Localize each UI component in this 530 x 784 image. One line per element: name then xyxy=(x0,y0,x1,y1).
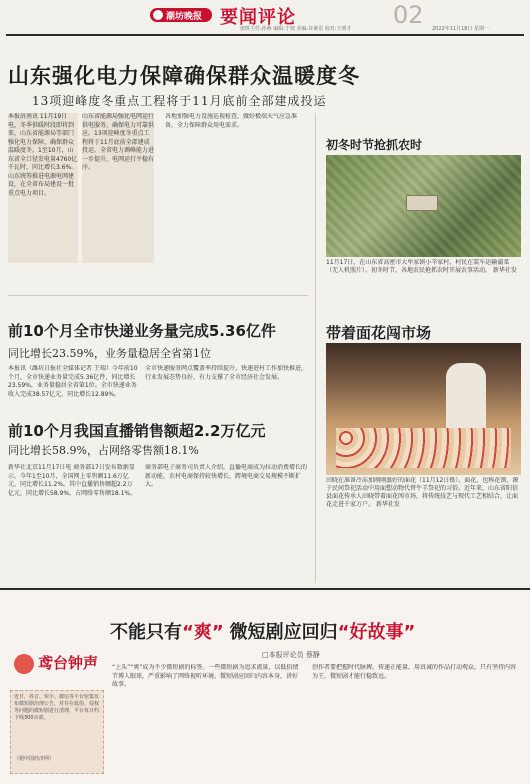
commentary-body-col-1: “上头”“爽”成为不少微短剧的标签。一些微短剧为追求流量，以低俗情节博人眼球，严重影响了网络视听环境。微短剧应回归内容本身，讲好故事。 xyxy=(112,664,299,688)
logo-icon xyxy=(153,10,163,20)
commentary-column-badge xyxy=(14,650,100,680)
commentary-title xyxy=(110,618,415,644)
story-1-col-1: 本报济南讯 11月19日电，冬季供暖时段即将到来，山东省能源局等部门强化电力保障，确保群众温暖度冬。1至10月，山东省全口径发电量4760亿千瓦时，同比增长3.6%。山东统筹推进电源电网建设，在全省布局建设一批重点电力项目。 xyxy=(8,113,78,263)
headline-3-subtitle: 同比增长58.9%，占网络零售额18.1% xyxy=(8,444,199,457)
side-bottom-caption: 田晓在准备冷冻加刚刚蒸好的面花（11月12日摄）。面花，也称花馍，源于民间祭祀活动中用面塑动物代替牛羊祭祀的习俗。近年来，山东省阳信县面花传承人田晓带着面花闯市场，将传统技艺与现代工艺相结合，让面花走进千家万户。 新华社发 xyxy=(326,477,519,508)
section-rule xyxy=(8,295,308,296)
commentary-title-keyword: “爽” xyxy=(182,622,224,643)
side-top-title: 初冬时节抢抓农时 xyxy=(326,138,423,152)
column-divider xyxy=(315,113,316,583)
truck-shape xyxy=(406,195,438,211)
side-top-caption: 11月17日，在山东省高密市大牟家镇小辛家村，村民在装车运输蒲菜（无人机照片）。初冬时节，各地农民抢抓农时开展农事活动。 新华社发 xyxy=(326,259,517,274)
bell-icon xyxy=(14,654,34,674)
farm-photo xyxy=(326,155,521,257)
editor-credits: 值班主任:孙燕 编辑:于坡 美编:许素雷 校对:王明才 xyxy=(240,26,352,32)
story-2-col-2: 全市快递服务网点覆盖率持续提升，快递进村工作加快推进，行业发展态势良好，有力支撑了全市经济社会发展。 xyxy=(145,365,308,381)
story-3-col-2: 商务部电子商务司负责人介绍，直播电商成为拉动消费增长的新动能，农村电商保持较快增长，跨境电商交易规模不断扩大。 xyxy=(145,464,308,488)
headline-1: 山东强化电力保障确保群众温暖度冬 xyxy=(8,64,360,88)
commentary-sidebar-text: 近日，抖音、快手、微信等平台密集发布微短剧治理公告，对存在低俗、侵权等问题的微短剧进行清理，平台每日约下线300余部。 xyxy=(14,694,100,721)
commentary-byline: □本报评论员 蔡静 xyxy=(262,651,320,659)
flower-buns-tray xyxy=(336,428,511,468)
market-photo xyxy=(326,343,521,475)
commentary-title-prefix: 不能只有 xyxy=(110,622,182,643)
issue-date: 2022年11月18日 星期一 xyxy=(432,26,490,32)
commentary-sidebar-source: （据中国经济网） xyxy=(14,756,55,762)
commentary-title-mid: 微短剧应回归 xyxy=(229,622,338,643)
newspaper-logo xyxy=(150,8,212,22)
headline-3: 前10个月我国直播销售额超2.2万亿元 xyxy=(8,422,266,440)
page-number: 02 xyxy=(393,1,424,29)
header-rule xyxy=(6,34,524,36)
story-1-col-2: 山东省能源局强化电网运行供电服务，确保电力可靠供应。13项迎峰度冬重点工程将于11月底前全部建成投运。全省电力调峰能力进一步提升，电网运行平稳有序。 xyxy=(82,113,154,263)
side-bottom-title: 带着面花闯市场 xyxy=(326,324,432,342)
story-3-col-1: 新华社北京11月17日电 商务部17日发布数据显示，今年1至10月，全国网上零售额11.6万亿元，同比增长11.2%。其中直播销售额超2.2万亿元，同比增长58.9%，占网络零售额18.1%。 xyxy=(8,464,137,497)
commentary-sidebar xyxy=(10,690,104,774)
headline-1-subtitle: 13项迎峰度冬重点工程将于11月底前全部建成投运 xyxy=(32,94,327,108)
masthead xyxy=(0,0,530,32)
story-1-col-3: 各地加强电力设施巡视检查，做好极端天气应急准备，全力保障群众用电需求。 xyxy=(165,113,298,129)
headline-2: 前10个月全市快递业务量完成5.36亿件 xyxy=(8,322,276,340)
commentary-column-name: 鸢台钟声 xyxy=(38,654,99,672)
logo-text: 潮坊晚报 xyxy=(166,12,203,22)
headline-2-subtitle: 同比增长23.59%，业务量稳居全省第1位 xyxy=(8,347,211,360)
section-title: 要闻评论 xyxy=(220,7,296,28)
story-2-col-1: 本报讯（潍坊日报社全媒体记者 王瑞）今年前10个月，全市快递业务量完成5.36亿件，同比增长23.59%，业务量稳居全省第1位。全市快递业务收入完成38.57亿元，同比增长12.89%。 xyxy=(8,365,138,398)
commentary-title-keyword-2: “好故事” xyxy=(337,622,416,643)
commentary-body-col-2: 创作者要把握时代脉搏，传递正能量，用真诚的作品打动观众。只有坚持内容为王，微短剧才能行稳致远。 xyxy=(312,664,517,680)
